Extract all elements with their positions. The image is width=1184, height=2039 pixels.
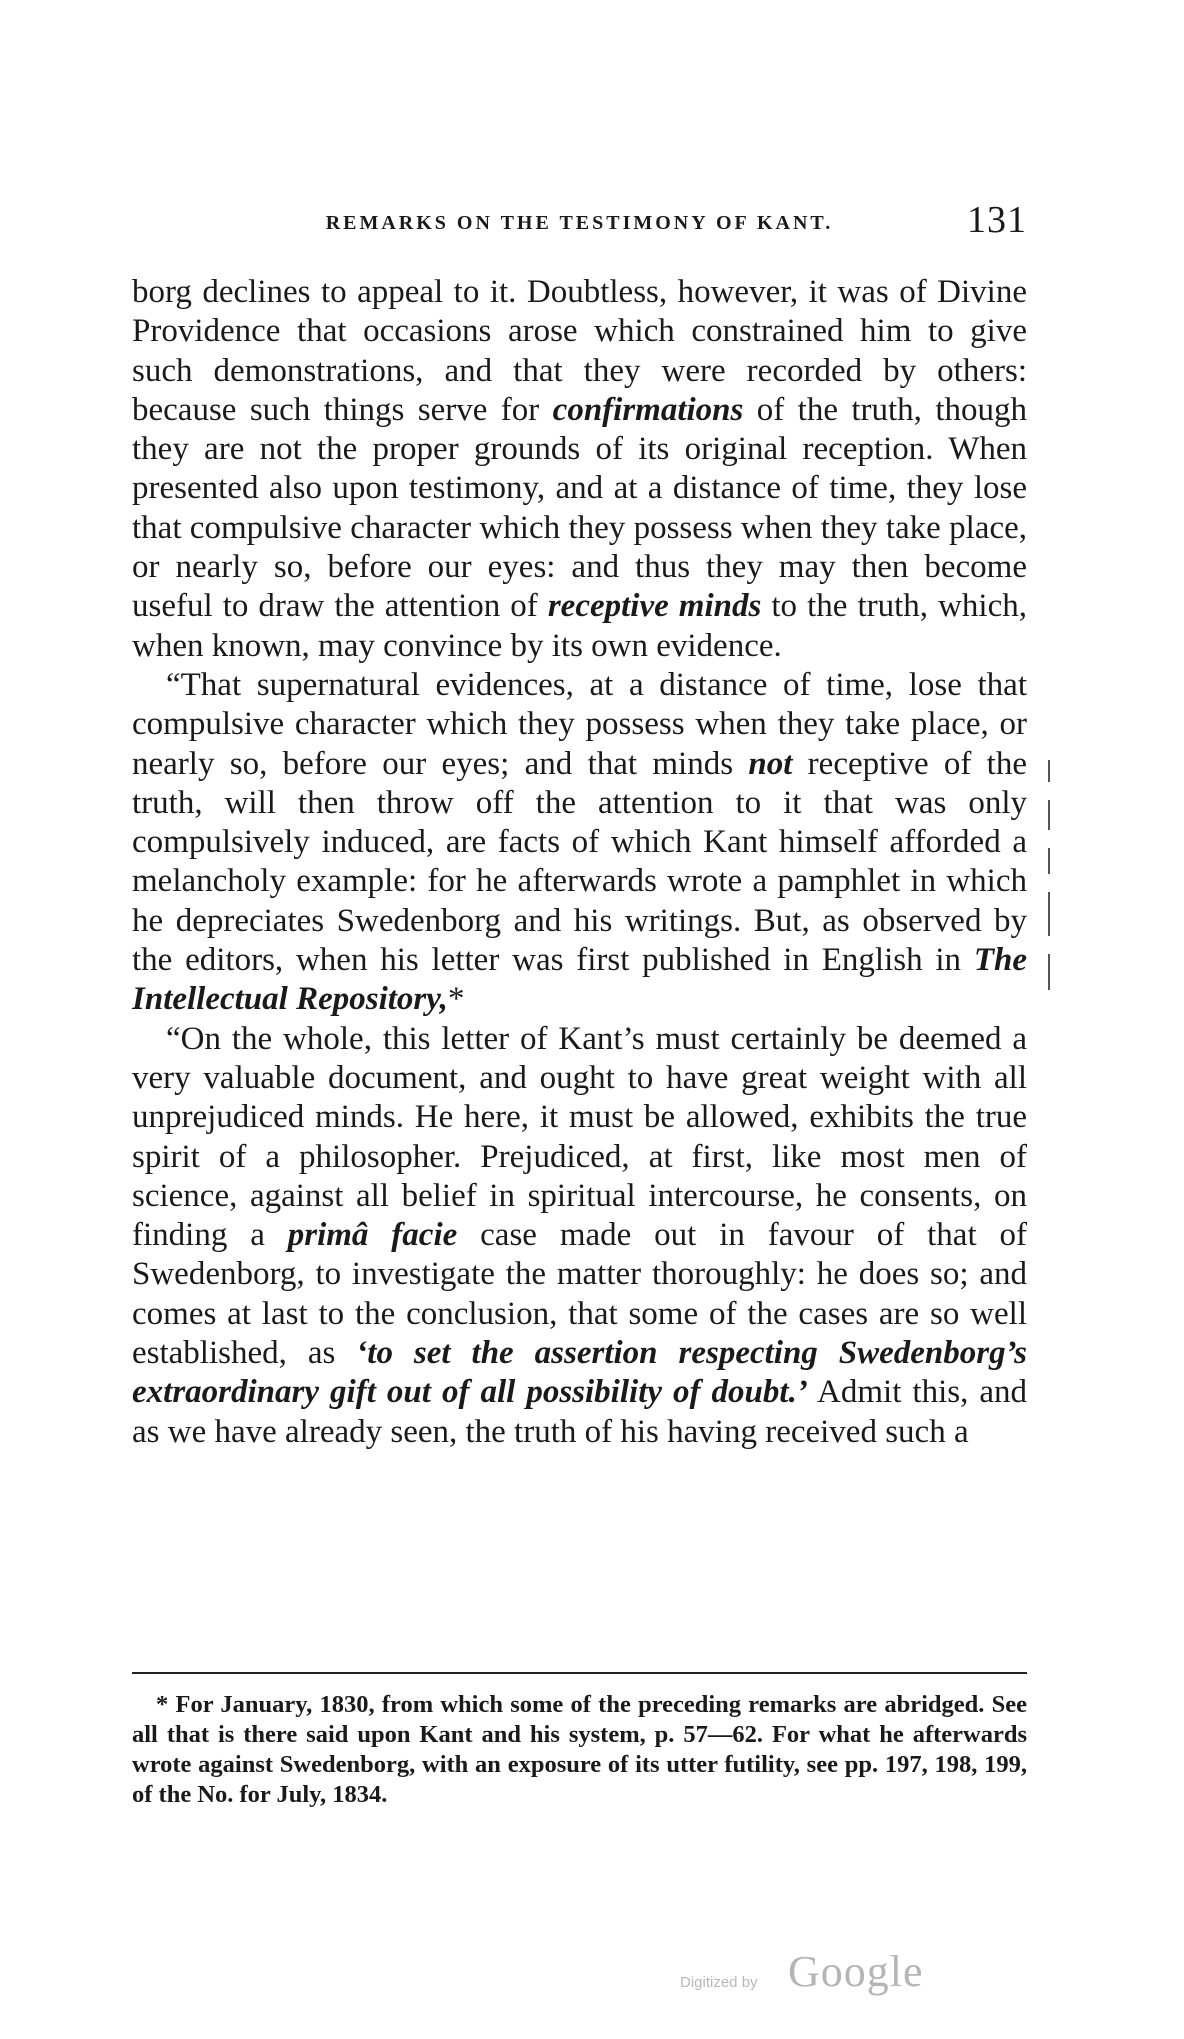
text-run: borg declines to appeal to it. Doubtless, however, it was of Divine Providence that occasions arose which constrained him to give such demonstrations, and that they were recorded by others: because such things serve for [132,274,1027,428]
paragraph [132,1020,1027,1452]
italic-text: receptive minds [547,588,762,625]
italic-text: not [748,745,793,782]
text-run: Admit this, and as we have already seen, the truth of his having received such a [132,1374,1028,1450]
text-run: “That supernatural evidences, at a distance of time, lose that compulsive character which they possess when they take place, or nearly so, before our eyes; and that minds [132,666,1027,782]
paragraph [132,666,1027,1020]
italic-text: The Intellectual Repository, [132,942,1027,1018]
text-run: to the truth, which, when known, may convince by its own evidence. [132,588,1027,664]
footnote-text: * For January, 1830, from which some of the preceding remarks are abridged. See all that is there said upon Kant and his system, p. 57—62. For what he afterwards wrote against Swedenborg, with an exposure of its utter futility, see pp. 197, 198, 199, of the No. for July, 1834. [132,1691,1027,1808]
italic-text: ‘to set the assertion respecting Swedenborg’s extraordinary gift out of all possibility of doubt.’ [132,1335,1027,1411]
margin-marks [1040,760,1060,1020]
text-run: * [447,981,465,1018]
google-logo: Google [788,1947,924,1996]
body-text [132,273,1027,1452]
watermark-prefix: Digitized by [680,1974,758,1991]
digitized-watermark [680,1947,960,2010]
running-head [132,196,1027,246]
text-run: of the truth, though they are not the proper grounds of its original reception. When presented also upon testimony, and at a distance of time, they lose that compulsive character which they possess when they take place, or nearly so, before our eyes: and thus they may then become useful to draw the attention of [132,391,1027,625]
text-run: receptive of the truth, will then throw off the attention to it that was only compulsively induced, are facts of which Kant himself afforded a melancholy example: for he afterwards wrote a pamphlet in which he depreciates Swedenborg and his writings. But, as observed by the editors, when his letter was first published in English in [132,745,1028,979]
text-run: case made out in favour of that of Swedenborg, to investigate the matter thoroughly: he does so; and comes at last to the conclusion, that some of the cases are so well established, as [132,1217,1027,1372]
footnote-rule [132,1672,1027,1674]
italic-text: primâ facie [287,1217,458,1254]
paragraph [132,273,1027,666]
italic-text: confirmations [552,391,744,428]
running-head-title: REMARKS ON THE TESTIMONY OF KANT. [325,212,834,234]
page-number: 131 [967,199,1027,241]
text-run: “On the whole, this letter of Kant’s must certainly be deemed a very valuable document, and ought to have great weight with all unprejudiced minds. He here, it must be allowed, exhibits the true spirit of a philosopher. Prejudiced, at first, like most men of science, against all belief in spiritual intercourse, he consents, on finding a [132,1020,1027,1254]
footnote [132,1690,1027,1810]
